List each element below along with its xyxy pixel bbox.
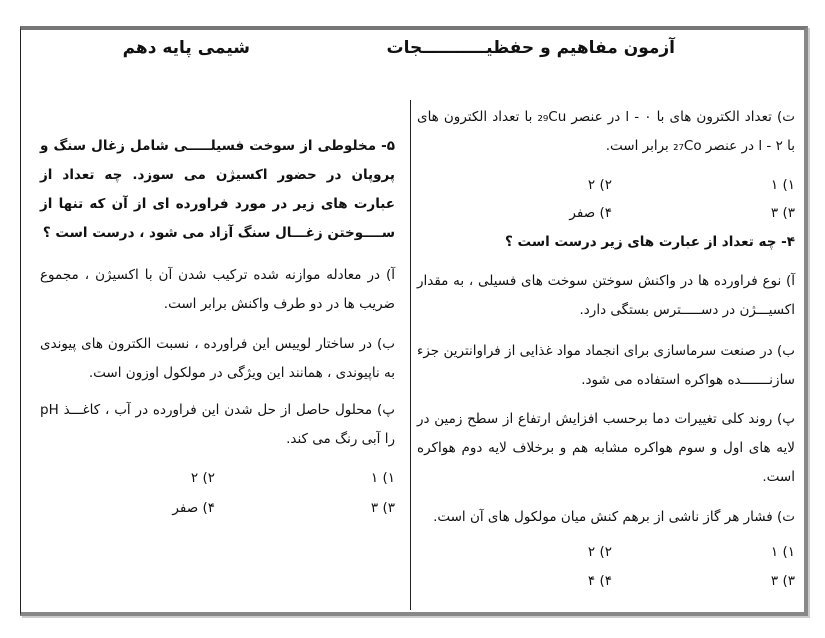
option-3: ۳) ۳ <box>770 205 795 221</box>
q5-option-4: ۴) صفر <box>172 500 215 516</box>
option-2: ۲) ۲ <box>587 177 612 193</box>
option-4: ۴) صفر <box>569 205 612 221</box>
q4-item-t: ت) فشار هر گاز ناشی از برهم کنش میان مولکول های آن است. <box>433 509 795 525</box>
q5-option-1: ۱) ۱ <box>370 470 395 486</box>
q4-option-3: ۳) ۳ <box>770 573 795 589</box>
q5-option-2: ۲) ۲ <box>190 470 215 486</box>
q4-item-a: آ) نوع فراورده ها در واکنش سوختن سوخت های فسیلی ، به مقدار اکسیـــژن در دســـــترس بستگی دارد. <box>417 273 795 318</box>
column-divider <box>410 100 411 610</box>
q4-item-p: پ) روند کلی تغییرات دما برحسب افزایش ارتفاع از سطح زمین در لایه های اول و سوم هواکره مشابه هم و برخلاف لایه دوم هواکره است. <box>417 411 795 485</box>
q5-item-b: ب) در ساختار لوییس این فراورده ، نسبت الکترون های پیوندی به ناپیوندی ، همانند این ویژگی در مولکول اوزون است. <box>40 336 395 381</box>
q4-option-1: ۱) ۱ <box>770 544 795 560</box>
subject-title: شیمی پایه دهم <box>122 38 250 58</box>
question-4: ۴- چه تعداد از عبارت های زیر درست است ؟ <box>505 234 795 250</box>
q5-option-3: ۳) ۳ <box>370 500 395 516</box>
question-5: ۵- مخلوطی از سوخت فسیلـــــی شامل زغال سنگ و پروپان در حضور اکسیژن می سوزد. چه تعداد از عبارت های زیر در مورد فراورده ای از آن که تنها از ســــوختن زغـــال سنگ آزاد می شود ، درست است ؟ <box>40 138 395 241</box>
exam-title: آزمون مفاهیم و حفظیـــــــــــجات <box>386 38 675 58</box>
q5-item-p: پ) محلول حاصل از حل شدن این فراورده در آب ، کاغـــذ pH را آبی رنگ می کند. <box>40 402 395 447</box>
q4-option-4: ۴) ۴ <box>587 573 612 589</box>
q4-option-2: ۲) ۲ <box>587 544 612 560</box>
prev-item-t: ت) تعداد الکترون های با ۰ - l در عنصر ₂₉Cu با تعداد الکترون های با ۲ - l در عنصر ₂₇Co برابر است. <box>417 109 795 154</box>
option-1: ۱) ۱ <box>770 177 795 193</box>
q4-item-b: ب) در صنعت سرماسازی برای انجماد مواد غذایی از فراوانترین جزء سازنـــــــده هواکره استفاده می شود. <box>417 343 795 388</box>
q5-item-a: آ) در معادله موازنه شده ترکیب شدن آن با اکسیژن ، مجموع ضریب ها در دو طرف واکنش برابر است. <box>40 267 395 312</box>
